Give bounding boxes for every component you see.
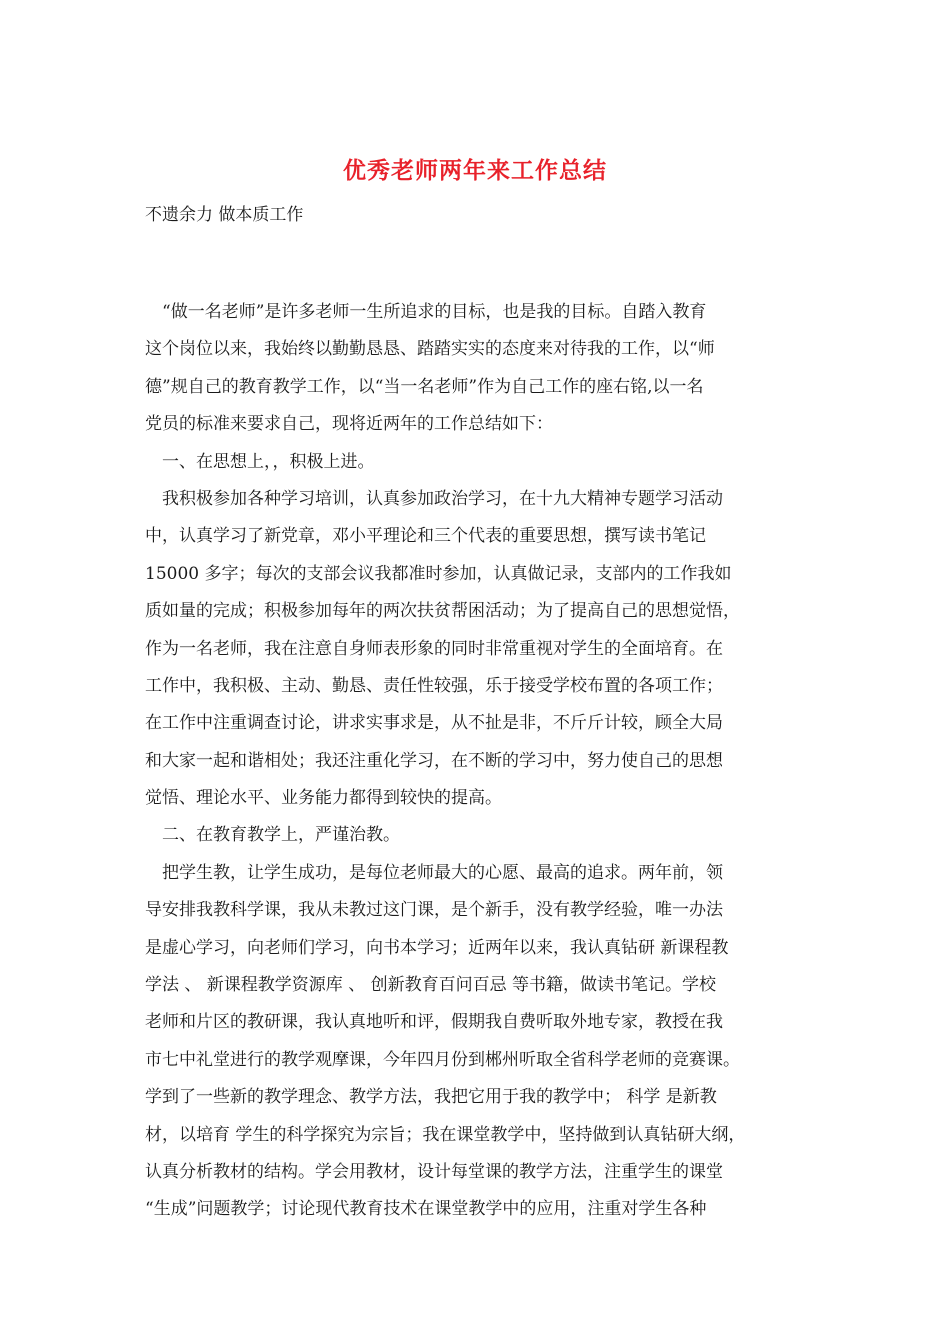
paragraph-line: 在工作中注重调查讨论，讲求实事求是，从不扯是非，不斤斤计较，顾全大局 <box>145 713 723 734</box>
paragraph-line: 质如量的完成；积极参加每年的两次扶贫帮困活动；为了提高自己的思想觉悟， <box>145 601 740 622</box>
document-title: 优秀老师两年来工作总结 <box>343 158 607 184</box>
paragraph-line: 一、在思想上，，积极上进。 <box>162 451 375 472</box>
paragraph-line: 导安排我教科学课，我从未教过这门课，是个新手，没有教学经验，唯一办法 <box>145 900 723 921</box>
paragraph-line: 材，以培育 学生的科学探究为宗旨；我在课堂教学中，坚持做到认真钻研大纲， <box>145 1124 746 1145</box>
paragraph-line: 党员的标准来要求自己，现将近两年的工作总结如下： <box>145 414 553 435</box>
paragraph-line: 是虚心学习，向老师们学习，向书本学习；近两年以来，我认真钻研 新课程教 <box>145 937 729 958</box>
paragraph-line: “做一名老师”是许多老师一生所追求的目标，也是我的目标。自踏入教育 <box>162 302 707 322</box>
paragraph-line: 作为一名老师，我在注意自身师表形象的同时非常重视对学生的全面培育。在 <box>145 638 723 659</box>
paragraph-line: 把学生教，让学生成功，是每位老师最大的心愿、最高的追求。两年前，领 <box>162 862 723 883</box>
paragraph-line: 学到了一些新的教学理念、教学方法，我把它用于我的教学中； 科学 是新教 <box>145 1087 717 1108</box>
paragraph-line: 和大家一起和谐相处；我还注重化学习，在不断的学习中，努力使自己的思想 <box>145 750 723 771</box>
document-body <box>145 300 813 1235</box>
paragraph-line: 德”规自己的教育教学工作，以“当一名老师”作为自己工作的座右铭,以一名 <box>145 376 704 397</box>
paragraph-line: 我积极参加各种学习培训，认真参加政治学习，在十九大精神专题学习活动 <box>162 488 723 509</box>
paragraph-line: 学法 、 新课程教学资源库 、 创新教育百问百忌 等书籍，做读书笔记。学校 <box>145 975 717 996</box>
paragraph-line: 觉悟、理论水平、业务能力都得到较快的提高。 <box>145 788 502 809</box>
document-subtitle: 不遗余力 做本质工作 <box>145 205 304 225</box>
paragraph-line: “生成”问题教学；讨论现代教育技术在课堂教学中的应用，注重对学生各种 <box>145 1199 707 1220</box>
paragraph-line: 15000 多字；每次的支部会议我都准时参加，认真做记录，支部内的工作我如 <box>145 563 732 584</box>
paragraph-line: 这个岗位以来，我始终以勤勤恳恳、踏踏实实的态度来对待我的工作，以“师 <box>145 339 715 360</box>
paragraph-line: 工作中，我积极、主动、勤恳、责任性较强，乐于接受学校布置的各项工作； <box>145 675 723 696</box>
paragraph-line: 认真分析教材的结构。学会用教材，设计每堂课的教学方法，注重学生的课堂 <box>145 1161 723 1182</box>
paragraph-line: 老师和片区的教研课，我认真地听和评，假期我自费听取外地专家，教授在我 <box>145 1012 723 1033</box>
paragraph-line: 中，认真学习了新党章，邓小平理论和三个代表的重要思想，撰写读书笔记 <box>145 526 706 547</box>
paragraph-line: 市七中礼堂进行的教学观摩课，今年四月份到郴州听取全省科学老师的竞赛课。 <box>145 1049 740 1070</box>
paragraph-line: 二、在教育教学上，严谨治教。 <box>162 825 400 846</box>
